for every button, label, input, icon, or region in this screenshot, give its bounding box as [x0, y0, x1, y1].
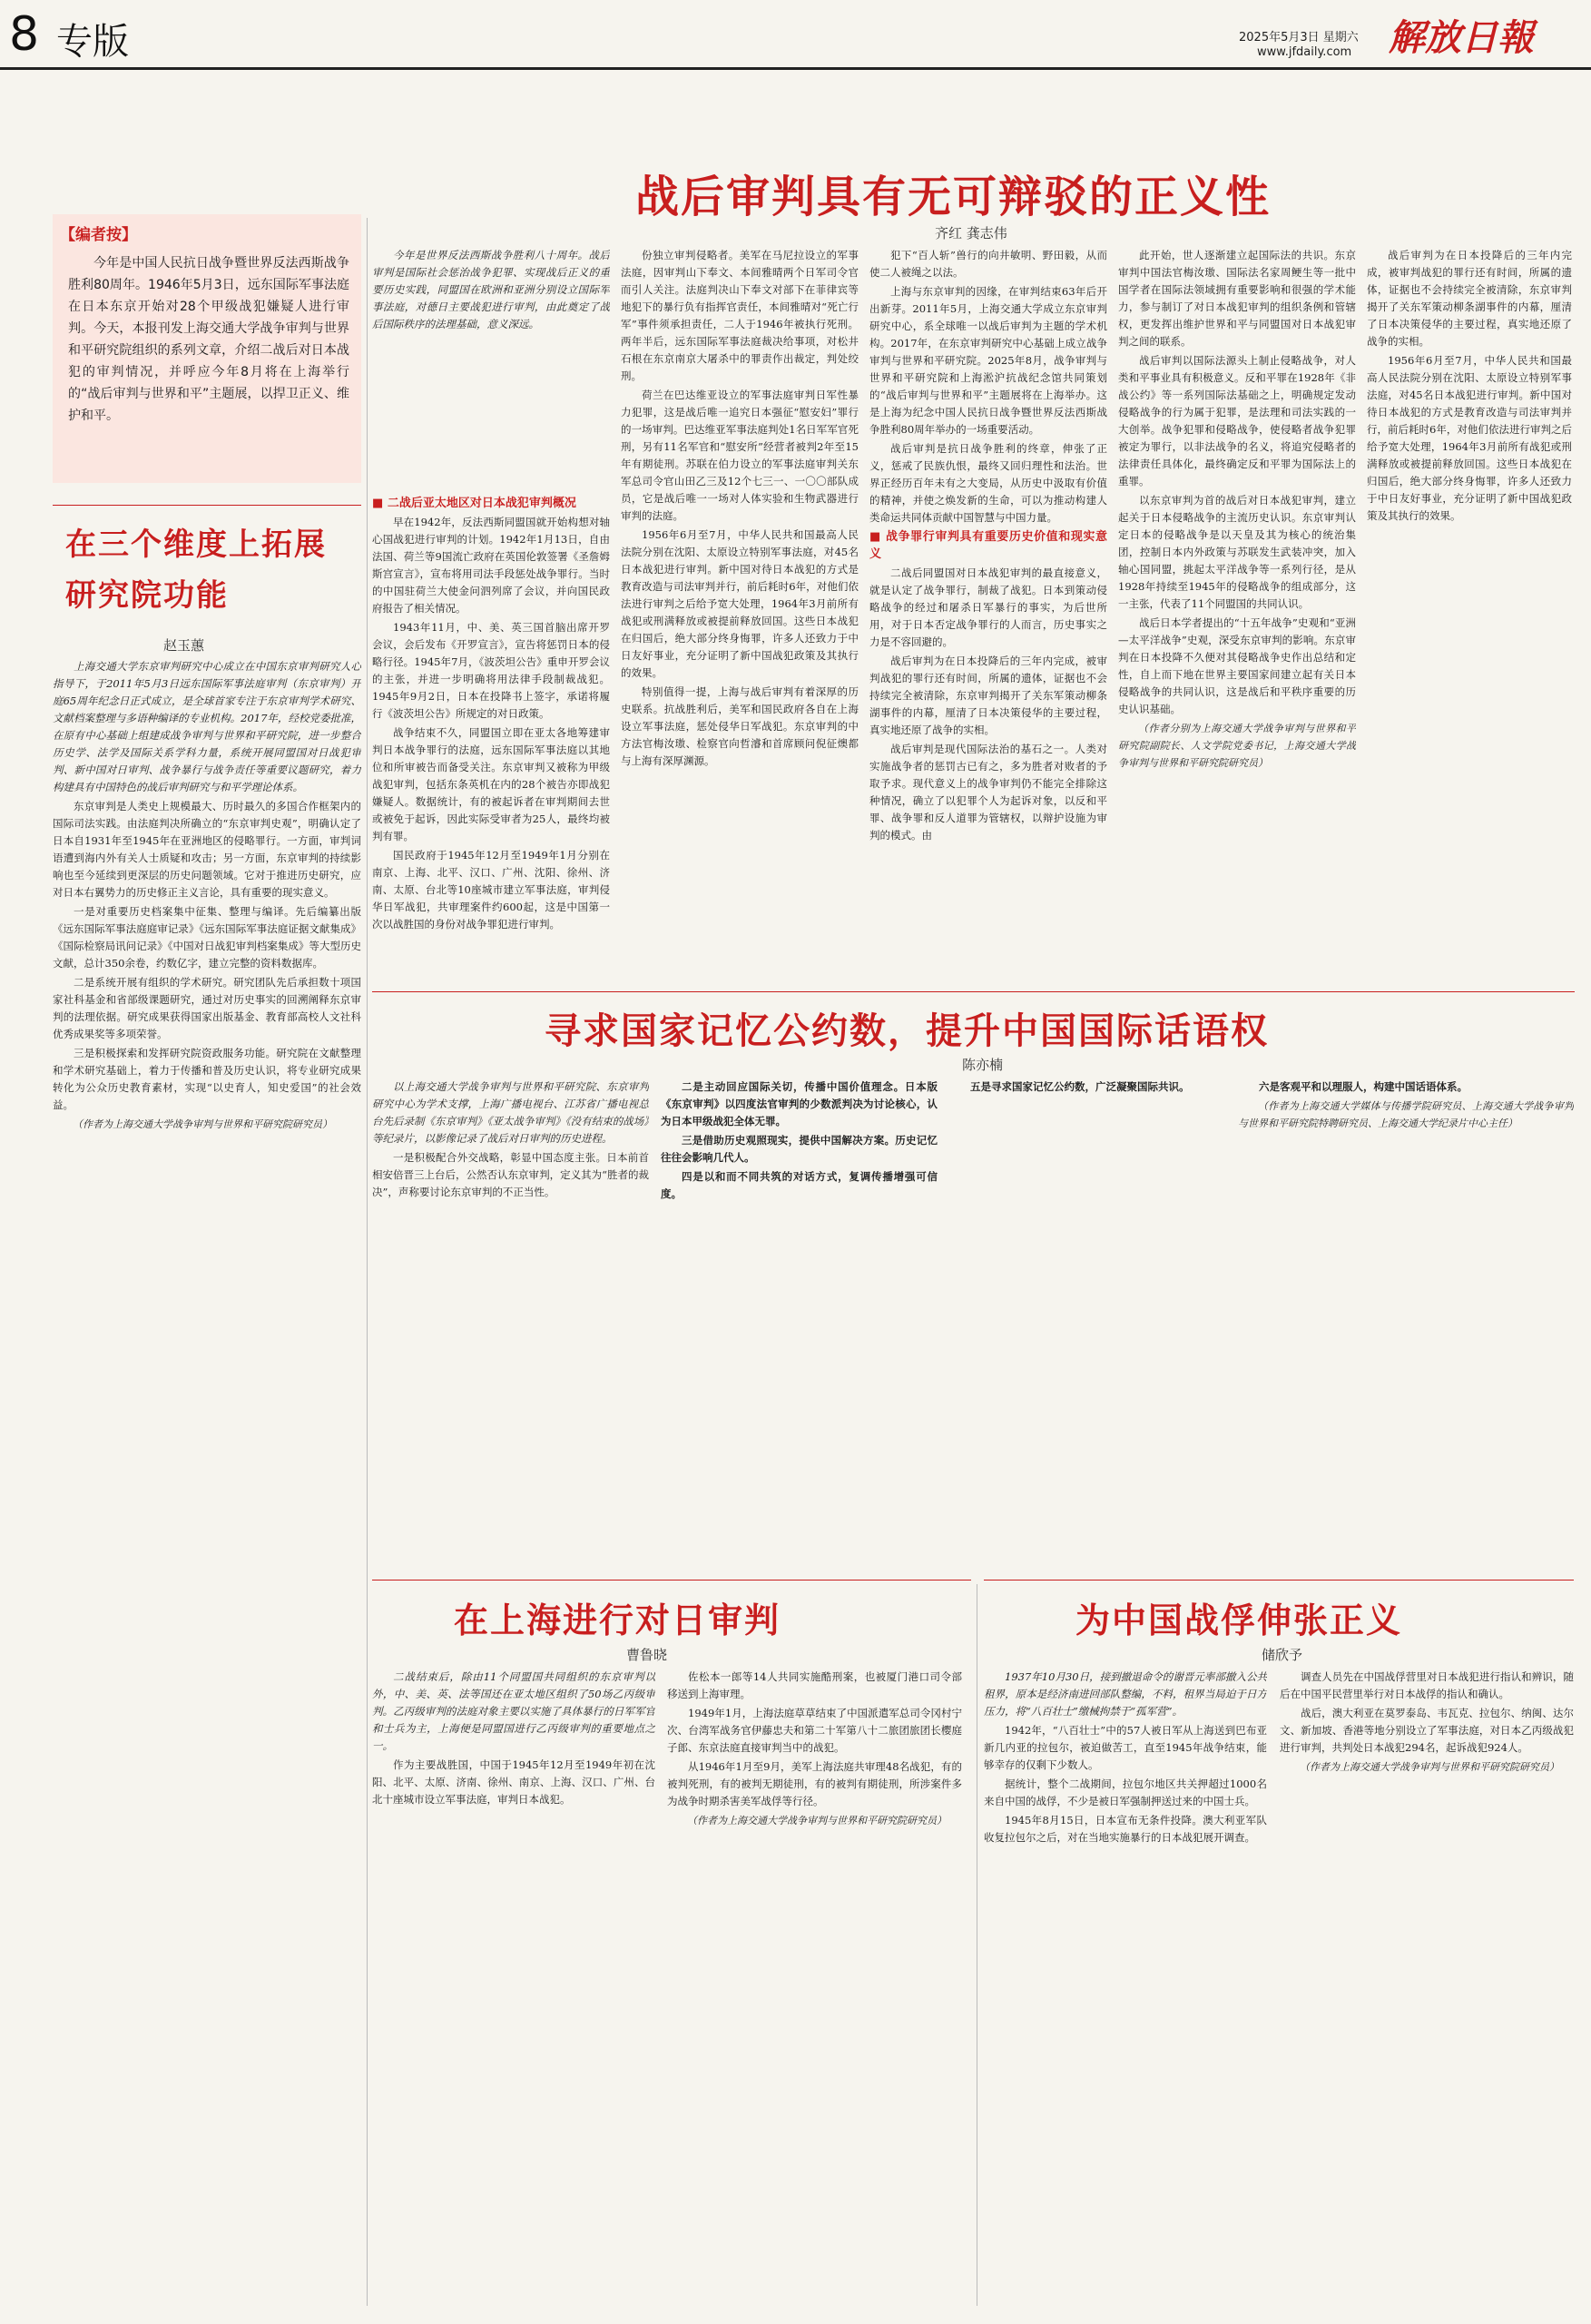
article1-column-1 [372, 495, 610, 980]
paragraph: 二战后同盟国对日本战犯审判的最直接意义，就是认定了战争罪行，制裁了战犯。日本到策动侵略战争的经过和屠杀日军暴行的事实，为后世所用，对于日本否定战争罪行的人而言，历史事实之力是不容回避的。 [869, 566, 1107, 648]
editor-note-text: 今年是中国人民抗日战争暨世界反法西斯战争胜利80周年。1946年5月3日，远东国际军事法庭在日本东京开始对28个甲级战犯嫌疑人进行审判。今天，本报刊发上海交通大学战争审判与世界和平研究院组织的系列文章，介绍二战后对日本战犯的审判情况，并呼应今年8月将在上海举行的“战后审判与世界和平”主题展，以捍卫正义、维护和平。 [68, 256, 349, 423]
article4-column-2 [667, 1669, 962, 2304]
paragraph: 调查人员先在中国战俘营里对日本战犯进行指认和辨识，随后在中国平民营里举行对日本战俘的指认和确认。 [1280, 1670, 1574, 1700]
article4-title: 在上海进行对日审判 [454, 1600, 781, 1640]
paragraph: 一是对重要历史档案集中征集、整理与编译。先后编纂出版《远东国际军事法庭庭审记录》《远东国际军事法庭证据文献集成》《国际检察局讯问记录》《中国对日战犯审判档案集成》等大型历史文献，总计350余卷，约数亿字，建立完整的资料数据库。 [53, 905, 361, 970]
paragraph: 国民政府于1945年12月至1949年1月分别在南京、上海、北平、汉口、广州、沈阳、徐州、济南、太原、台北等10座城市建立军事法庭，审判侵华日军战犯，共审理案件约600起，这是中国第一次以战胜国的身份对战争罪犯进行审判。 [372, 849, 610, 931]
paragraph: 以东京审判为首的战后对日本战犯审判，建立起关于日本侵略战争的主流历史认识。东京审判认定日本的侵略战争是以天皇及其为核心的统治集团，控制日本内外政策与苏联发生武装冲突，加入轴心国同盟，挑起太平洋战争等一系列行径，是从1928年持续至1945年的侵略战争的组成部分，这一主张，代表了11个同盟国的共同认识。 [1118, 494, 1356, 610]
paragraph: 早在1942年，反法西斯同盟国就开始构想对轴心国战犯进行审判的计划。1942年1月13日，自由法国、荷兰等9国流亡政府在英国伦敦签署《圣詹姆斯宫宣言》，宣布将用司法手段惩处战争罪行。当时的中国驻荷兰大使金问泗列席了会议，并向国民政府报告了相关情况。 [372, 516, 610, 615]
article3-top-rule [372, 991, 1575, 992]
article3-column-3 [949, 1078, 1226, 1569]
editor-note-label: 【编者按】 [60, 226, 137, 244]
article3-intro: 以上海交通大学战争审判与世界和平研究院、东京审判研究中心为学术支撑，上海广播电视台、江苏省广播电视总台先后录制《东京审判》《亚太战争审判》《没有结束的战场》等纪录片，以影像记录了战后对日审判的历史进程。 [372, 1080, 649, 1145]
paragraph: 战争结束不久，同盟国立即在亚太各地筹建审判日本战争罪行的法庭，远东国际军事法庭以其地位和所审被告而备受关注。东京审判又被称为甲级战犯审判，包括东条英机在内的28个被告亦即战犯嫌疑人。数据统计，有的被起诉者在审判期间去世或被免于起诉，因此实际受审者为25人，最终均被判有罪。 [372, 726, 610, 842]
paragraph: 1945年8月15日，日本宣布无条件投降。澳大利亚军队收复拉包尔之后，对在当地实施暴行的日本战犯展开调查。 [984, 1814, 1267, 1844]
paragraph: 五是寻求国家记忆公约数，广泛凝聚国际共识。 [970, 1080, 1190, 1093]
paragraph: 份独立审判侵略者。美军在马尼拉设立的军事法庭，因审判山下奉文、本间雅晴两个日军司令官而引人关注。法庭判决山下奉文对部下在菲律宾等地犯下的暴行负有指挥官责任，本间雅晴对“死亡行军”事件须承担责任，二人于1946年被执行死刑。两年半后，远东国际军事法庭裁决给事项，对松井石根在东京南京大屠杀中的罪责作出裁定，判处绞刑。 [621, 249, 859, 382]
paragraph: 四是以和而不同共筑的对话方式，复调传播增强可信度。 [661, 1170, 938, 1200]
article1-title: 战后审判具有无可辩驳的正义性 [635, 172, 1272, 222]
paragraph: 六是客观平和以理服人，构建中国话语体系。 [1259, 1080, 1468, 1093]
paragraph: 战后日本学者提出的“十五年战争”史观和“亚洲—太平洋战争”史观，深受东京审判的影响。东京审判在日本投降不久便对其侵略战争史作出总结和定性，自上而下地在世界主要国家间建立起有关日本侵略战争的共同认识，这是战后和平秩序重要的历史认识基础。 [1118, 616, 1356, 715]
article3-column-4 [1238, 1078, 1574, 1569]
paragraph: 东京审判是人类史上规模最大、历时最久的多国合作框架内的国际司法实践。由法庭判决所确立的“东京审判史观”，明确认定了日本自1931年至1945年在亚洲地区的侵略罪行。一方面，审判词语遭到海内外有关人士质疑和攻击；另一方面，东京审判的持续影响也至今延续到更深层的历史问题领域。它对于推进历史研究，应对日本右翼势力的历史修正主义言论，具有重要的现实意义。 [53, 800, 361, 899]
article5-column-2 [1280, 1669, 1574, 2304]
article4-byline: 曹鲁晓 [626, 1647, 668, 1663]
article1-column-4 [1118, 247, 1356, 980]
paragraph: 1943年11月，中、美、英三国首脑出席开罗会议，会后发布《开罗宣言》，宣告将惩罚日本的侵略行径。1945年7月，《波茨坦公告》重申开罗会议的主张，并进一步明确将用法律手段制裁战犯。1945年9月2日，日本在投降书上签字，承诺将履行《波茨坦公告》所规定的对日政策。 [372, 621, 610, 720]
column-divider [367, 218, 368, 2306]
paragraph: 犯下“百人斩”兽行的向井敏明、野田毅，从而使二人被绳之以法。 [869, 249, 1107, 279]
paragraph: 二是系统开展有组织的学术研究。研究团队先后承担数十项国家社科基金和省部级课题研究，通过对历史事实的回溯阐释东京审判的法理依据。研究成果获得国家出版基金、教育部高校人文社科优秀成果奖等多项荣誉。 [53, 976, 361, 1040]
paragraph: 作为主要战胜国，中国于1945年12月至1949年初在沈阳、北平、太原、济南、徐州、南京、上海、汉口、广州、台北十座城市设立军事法庭，审判日本战犯。 [372, 1758, 655, 1806]
paragraph: 战后审判是抗日战争胜利的终章，伸张了正义，惩戒了民族仇恨，最终又回归理性和法治。世界正经历百年未有之大变局，从历史中汲取有价值的精神，并使之焕发新的生命，可以为推动构建人类命运共同体贡献中国智慧与中国力量。 [869, 442, 1107, 524]
author-note: （作者为上海交通大学战争审判与世界和平研究院研究员） [73, 1118, 332, 1130]
author-note: （作者为上海交通大学战争审判与世界和平研究院研究员） [687, 1815, 947, 1827]
paragraph: 佐松本一郎等14人共同实施酷刑案，也被厦门港口司令部移送到上海审理。 [667, 1670, 962, 1700]
article4-top-rule [372, 1580, 971, 1581]
article3-column-2 [661, 1078, 938, 1569]
masthead-logo: 解放日報 [1389, 16, 1534, 59]
paragraph: 1956年6月至7月，中华人民共和国最高人民法院分别在沈阳、太原设立特别军事法庭，对45名日本战犯进行审判。新中国对待日本战犯的方式是教育改造与司法审判并行，前后耗时6年，对他们依法进行审判之后给予宽大处理，1964年3月前所有战犯或刑满释放或被提前释放回国。这些日本战犯在归国后，绝大部分终身悔罪，许多人还致力于中日友好事业，充分证明了新中国战犯政策及其执行的效果。 [1367, 354, 1572, 522]
paragraph: 三是积极探索和发挥研究院资政服务功能。研究院在文献整理和学术研究基础上，着力于传播和普及历史认识，将专业研究成果转化为公众历史教育素材，实现“以史育人，知史爱国”的社会效益。 [53, 1047, 361, 1111]
author-note: （作者分别为上海交通大学战争审判与世界和平研究院副院长、人文学院党委书记，上海交通大学战争审判与世界和平研究院研究员） [1118, 723, 1356, 769]
article4-column-1 [372, 1669, 655, 2304]
article1-column-2 [621, 247, 859, 980]
article5-title: 为中国战俘伸张正义 [1075, 1600, 1403, 1640]
paragraph: 二是主动回应国际关切，传播中国价值理念。日本版《东京审判》以四度法官审判的少数派判决为讨论核心，认为日本甲级战犯全体无罪。 [661, 1080, 938, 1128]
author-note: （作者为上海交通大学战争审判与世界和平研究院研究员） [1300, 1761, 1559, 1773]
paragraph: 战后，澳大利亚在莫罗泰岛、韦瓦克、拉包尔、纳闽、达尔文、新加坡、香港等地分别设立了军事法庭，对日本乙丙级战犯进行审判，共判处日本战犯294名，起诉战犯924人。 [1280, 1707, 1574, 1754]
paragraph: 战后审判是现代国际法治的基石之一。人类对实施战争者的惩罚古已有之，多为胜者对败者的予取予求。现代意义上的战争审判仍不能完全排除这种情况，确立了以犯罪个人为起诉对象，以反和平罪、战争罪和反人道罪为管辖权，以辩护设施为审判的模式。由 [869, 743, 1107, 842]
paragraph: 三是借助历史观照现实，提供中国解决方案。历史记忆往往会影响几代人。 [661, 1134, 938, 1164]
paragraph: 荷兰在巴达维亚设立的军事法庭审判日军性暴力犯罪，这是战后唯一追究日本强征“慰安妇”罪行的一场审判。巴达维亚军事法庭判处1名日军军官死刑，另有11名军官和“慰安所”经营者被判2年至15年有期徒刑。苏联在伯力设立的军事法庭审判关东军总司令官山田乙三及12个七三一、一〇〇部队成员，它是战后唯一一场对人体实验和生物武器进行审判的法庭。 [621, 389, 859, 522]
article2-intro: 上海交通大学东京审判研究中心成立在中国东京审判研究人心指导下，于2011年5月3日远东国际军事法庭审判（东京审判）开庭65周年纪念日正式成立，是全球首家专注于东京审判学术研究、文献档案整理与多语种编译的专业机构。2017年，经校党委批准，在原有中心基础上组建成战争审判与世界和平研究院，进一步整合历史学、法学及国际关系学科力量，系统开展同盟国对日战犯审判、新中国对日审判、战争暴行与战争责任等重要议题研究，着力构建具有中国特色的战后审判研究与和平学理论体系。 [53, 660, 361, 793]
paragraph: 1949年1月，上海法庭草草结束了中国派遣军总司令冈村宁次、台湾军战务官伊藤忠夫和第二十军第八十二旅团旅团长樱庭子郎、东京法庭直接审判当中的战犯。 [667, 1707, 962, 1754]
article3-title: 寻求国家记忆公约数，提升中国国际话语权 [545, 1009, 1269, 1052]
paragraph: 战后审判为在日本投降后的三年内完成，被审判战犯的罪行还有时间，所属的遗体，证据也不会持续完全被清除，东京审判揭开了关东军策动柳条湖事件的内幕，厘清了日本决策侵华的主要过程，真实地还原了战争的实相。 [869, 655, 1107, 736]
article5-intro: 1937年10月30日，接到撤退命令的谢晋元率部撤入公共租界，原本是经济南进回部队整编，不料，租界当局迫于日方压力，将“八百壮士”缴械拘禁于“孤军营”。 [984, 1670, 1267, 1718]
section-name: 专版 [56, 21, 129, 63]
article5-byline: 储欣予 [1262, 1647, 1303, 1663]
article1-intro: 今年是世界反法西斯战争胜利八十周年。战后审判是国际社会惩治战争犯罪、实现战后正义的重要历史实践，同盟国在欧洲和亚洲分别设立国际军事法庭，对德日主要战犯进行审判，由此奠定了战后国际秩序的法理基础，意义深远。 [372, 249, 610, 330]
article4-intro: 二战结束后，除由11个同盟国共同组织的东京审判以外，中、美、英、法等国还在亚太地区组织了50场乙丙级审判。乙丙级审判的法庭对象主要以实施了具体暴行的日军军官和士兵为主，上海便是同盟国进行乙丙级审判的重要地点之一。 [372, 1670, 655, 1752]
article2-body [53, 658, 361, 2306]
article3-column-1 [372, 1078, 649, 1569]
paragraph: 一是积极配合外交战略，彰显中国态度主张。日本前首相安倍晋三上台后，公然否认东京审判，定义其为“胜者的裁决”，声称要讨论东京审判的不正当性。 [372, 1151, 649, 1198]
paragraph: 据统计，整个二战期间，拉包尔地区共关押超过1000名来自中国的战俘，不少是被日军强制押送过来的中国士兵。 [984, 1777, 1267, 1807]
article2-top-rule [53, 505, 361, 506]
paragraph: 1942年，“八百壮士”中的57人被日军从上海送到巴布亚新几内亚的拉包尔，被迫做苦工，直至1945年战争结束，能够幸存的仅剩下少数人。 [984, 1724, 1267, 1771]
paragraph: 战后审判为在日本投降后的三年内完成，被审判战犯的罪行还有时间，所属的遗体，证据也不会持续完全被清除，东京审判揭开了关东军策动柳条湖事件的内幕，厘清了日本决策侵华的主要过程，真实地还原了战争的实相。 [1367, 249, 1572, 348]
article5-column-1 [984, 1669, 1267, 2304]
paragraph: 特别值得一提，上海与战后审判有着深厚的历史联系。抗战胜利后，美军和国民政府各自在上海设立军事法庭，惩处侵华日军战犯。东京审判的中方法官梅汝璈、检察官向哲濬和首席顾问倪征燠都与上海有深厚渊源。 [621, 685, 859, 767]
paragraph: 1956年6月至7月，中华人民共和国最高人民法院分别在沈阳、太原设立特别军事法庭，对45名日本战犯进行审判。新中国对待日本战犯的方式是教育改造与司法审判并行，前后耗时6年，对他们依法进行审判之后给予宽大处理，1964年3月前所有战犯或刑满释放或被提前释放回国。这些日本战犯在归国后，绝大部分终身悔罪，许多人还致力于中日友好事业，充分证明了新中国战犯政策及其执行的效果。 [621, 528, 859, 679]
article2-title: 在三个维度上拓展研究院功能 [65, 527, 327, 614]
article2-byline: 赵玉蕙 [163, 637, 205, 654]
article1-subheading-2: ■ 战争罪行审判具有重要历史价值和现实意义 [869, 528, 1107, 563]
article1-subheading-1: ■ 二战后亚太地区对日本战犯审判概况 [372, 495, 610, 512]
paragraph: 从1946年1月至9月，美军上海法庭共审理48名战犯，有的被判死刑，有的被判无期徒刑，有的被判有期徒刑，所涉案件多为战争时期杀害美军战俘等行径。 [667, 1760, 962, 1807]
paragraph: 此开始，世人逐渐建立起国际法的共识。东京审判中国法官梅汝璈、国际法名家周鲠生等一批中国学者在国际法领域拥有重要影响和很强的学术能力，参与制订了对日本战犯审判的组织条例和管辖权，更发挥出维护世界和平与同盟国对日本战犯审判之间的联系。 [1118, 249, 1356, 348]
page-header [0, 0, 1591, 73]
page-number: 8 [9, 7, 40, 62]
article5-top-rule [984, 1580, 1574, 1581]
paragraph: 上海与东京审判的因缘，在审判结束63年后开出新芽。2011年5月，上海交通大学成立东京审判研究中心，系全球唯一以战后审判为主题的学术机构。2017年，在东京审判研究中心基础上成立战争审判与世界和平研究院。2025年8月，战争审判与世界和平研究院和上海淞沪抗战纪念馆共同策划的“战后审判与世界和平”主题展将在上海举办。这是上海为纪念中国人民抗日战争暨世界反法西斯战争胜利80周年举办的一场重要活动。 [869, 285, 1107, 436]
article1-byline: 齐红 龚志伟 [935, 225, 1007, 241]
issue-date: 2025年5月3日 星期六 [1239, 31, 1359, 44]
article1-column-5 [1367, 247, 1572, 980]
article3-byline: 陈亦楠 [962, 1057, 1004, 1073]
author-note: （作者为上海交通大学媒体与传播学院研究员、上海交通大学战争审判与世界和平研究院特聘研究员、上海交通大学纪录片中心主任） [1238, 1100, 1574, 1129]
header-rule [0, 67, 1591, 70]
paragraph: 战后审判以国际法源头上制止侵略战争，对人类和平事业具有积极意义。反和平罪在1928年《非战公约》等一系列国际法基础之上，明确规定发动侵略战争的行为属于犯罪，是法理和司法实践的一大创举。战争犯罪和侵略战争，使侵略者战争犯罪被定为罪行，以非法战争的名义，将追究侵略者的法律责任具体化，最终确定反和平罪为国际法上的重罪。 [1118, 354, 1356, 487]
website-url: www.jfdaily.com [1257, 45, 1352, 59]
article1-column-3 [869, 247, 1107, 980]
